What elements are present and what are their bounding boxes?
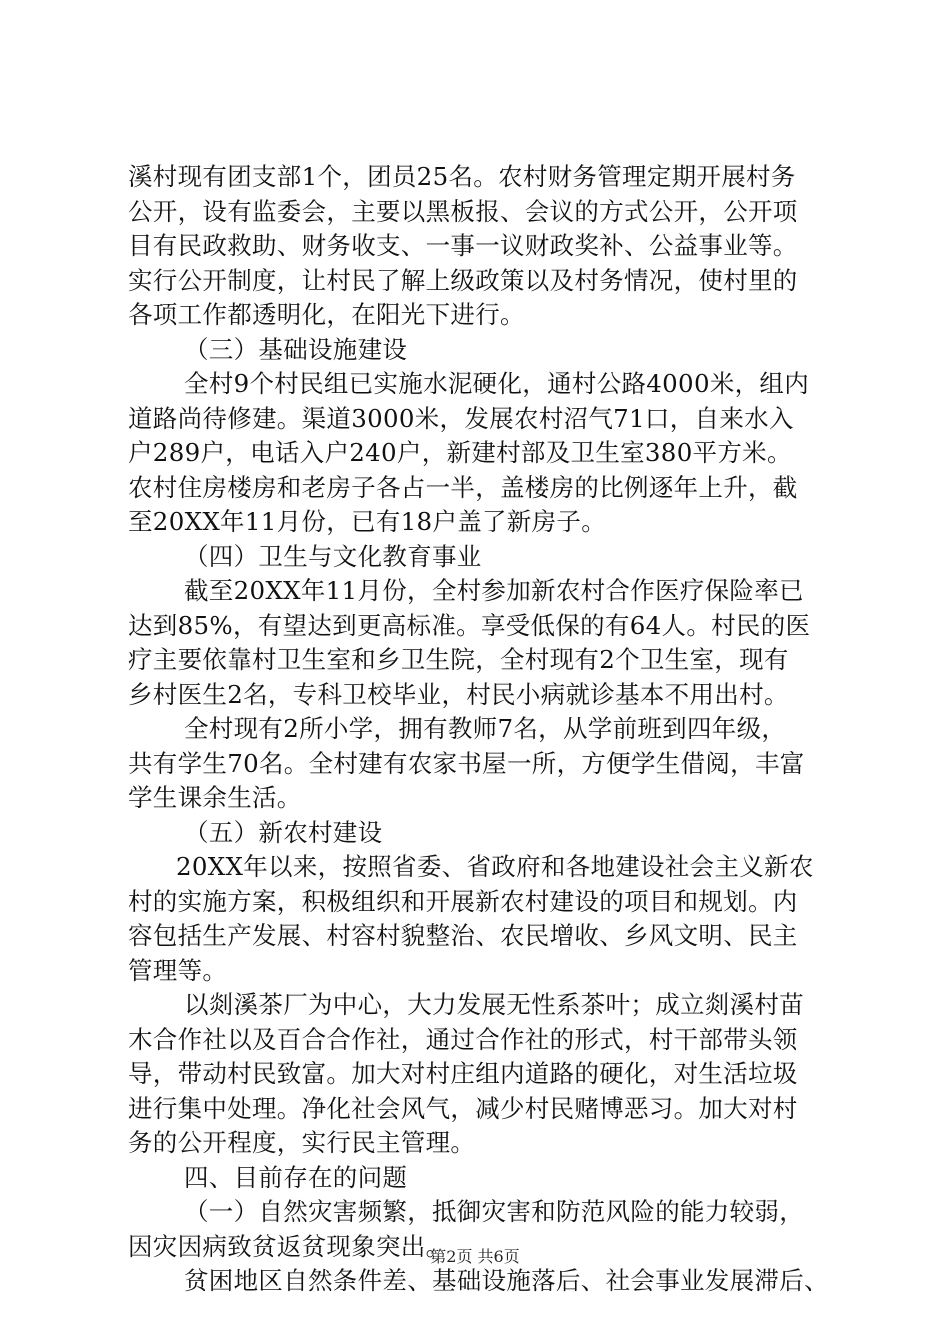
text-line: （四）卫生与文化教育事业 [184,541,482,571]
text-line: 务的公开程度，实行民主管理。 [128,1128,476,1157]
text-line: 达到85%，有望达到更高标准。享受低保的有64人。村民的医 [128,610,811,640]
text-line: （三）基础设施建设 [184,334,408,364]
page-footer [0,1244,950,1267]
text-line: 道路尚待修建。渠道3000米，发展农村沼气71口，自来水入 [128,403,794,433]
text-line: 学生课余生活。 [128,783,302,812]
text-line: 全村9个村民组已实施水泥硬化，通村公路4000米，组内 [184,369,810,398]
text-line: 公开，设有监委会，主要以黑板报、会议的方式公开，公开项 [128,196,798,226]
text-line: 实行公开制度，让村民了解上级政策以及村务情况，使村里的 [128,265,798,295]
text-line: 因灾因病致贫返贫现象突出。 [128,1231,451,1261]
text-line: 进行集中处理。净化社会风气，减少村民赌博恶习。加大对村 [128,1093,798,1123]
text-line: 乡村医生2名，专科卫校毕业，村民小病就诊基本不用出村。 [128,679,789,709]
text-line: 贫困地区自然条件差、基础设施落后、社会事业发展滞后、 [184,1266,829,1295]
text-line: （一）自然灾害频繁，抵御灾害和防范风险的能力较弱， [184,1197,804,1226]
text-line: 户289户，电话入户240户，新建村部及卫生室380平方米。 [128,438,792,467]
text-line: 疗主要依靠村卫生室和乡卫生院，全村现有2个卫生室，现有 [128,645,789,674]
text-line: 村的实施方案，积极组织和开展新农村建设的项目和规划。内 [128,886,798,916]
text-line: 全村现有2所小学，拥有教师7名，从学前班到四年级， [184,714,787,743]
text-line: 四、目前存在的问题 [184,1162,408,1192]
text-line: 共有学生70名。全村建有农家书屋一所，方便学生借阅，丰富 [128,748,805,778]
text-line: 农村住房楼房和老房子各占一半，盖楼房的比例逐年上升，截 [128,472,798,502]
text-line: 溪村现有团支部1个，团员25名。农村财务管理定期开展村务 [128,162,796,191]
page-number: 第2页 共6页 [430,1247,520,1266]
text-line: 目有民政救助、财务收支、一事一议财政奖补、公益事业等。 [128,231,798,260]
text-line: 截至20XX年11月份，全村参加新农村合作医疗保险率已 [184,576,804,605]
text-line: 各项工作都透明化，在阳光下进行。 [128,300,525,329]
text-line: 以剡溪茶厂为中心，大力发展无性系茶叶；成立剡溪村苗 [184,990,804,1019]
text-line: 导，带动村民致富。加大对村庄组内道路的硬化，对生活垃圾 [128,1059,798,1088]
document-body [128,160,836,1299]
text-line: 20XX年以来，按照省委、省政府和各地建设社会主义新农 [176,852,814,881]
text-line: （五）新农村建设 [184,817,383,847]
text-line: 至20XX年11月份，已有18户盖了新房子。 [128,507,607,536]
text-line: 木合作社以及百合合作社，通过合作社的形式，村干部带头领 [128,1024,798,1054]
text-line: 管理等。 [128,955,228,985]
text-line: 容包括生产发展、村容村貌整治、农民增收、乡风文明、民主 [128,921,798,950]
